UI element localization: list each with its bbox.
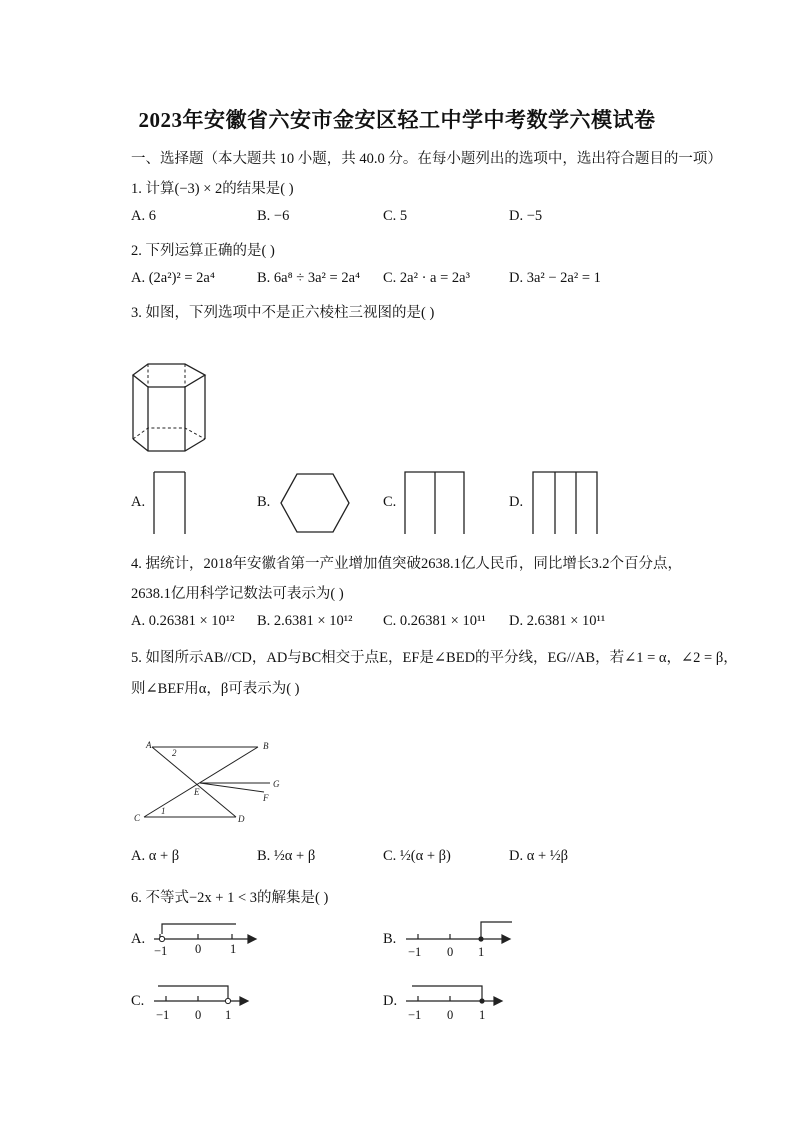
label-e: E <box>194 787 200 797</box>
tick-1: 1 <box>478 945 485 959</box>
q3-option-d-figure <box>530 470 602 536</box>
q4-option-d: D. 2.6381 × 10¹¹ <box>509 613 606 629</box>
parallel-lines-figure <box>130 735 300 830</box>
q6-option-d: D. <box>383 993 398 1009</box>
q6-option-c: C. <box>131 993 145 1009</box>
tick-neg1: −1 <box>156 1008 170 1022</box>
q6-option-a: A. <box>131 931 146 947</box>
tick-0: 0 <box>447 945 454 959</box>
q4-option-b: B. 2.6381 × 10¹² <box>257 613 353 629</box>
label-f: F <box>263 793 269 803</box>
q5-option-d: D. α + ½β <box>509 848 568 864</box>
q3-option-a-figure <box>150 470 190 536</box>
q1-option-a: A. 6 <box>131 208 156 224</box>
q3-option-a: A. <box>131 494 146 510</box>
q1-option-b: B. −6 <box>257 208 290 224</box>
question-3-stem: 3. 如图，下列选项中不是正六棱柱三视图的是( ) <box>131 305 435 321</box>
question-6-stem: 6. 不等式−2x + 1 < 3的解集是( ) <box>131 890 329 906</box>
q3-option-b-figure <box>277 470 353 536</box>
tick-0: 0 <box>195 1008 202 1022</box>
q1-option-c: C. 5 <box>383 208 408 224</box>
q3-option-c: C. <box>383 494 397 510</box>
question-2-stem: 2. 下列运算正确的是( ) <box>131 243 275 259</box>
q3-option-c-figure <box>402 470 468 536</box>
q6-option-d-numberline <box>402 980 512 1024</box>
hexagonal-prism-figure <box>128 360 218 460</box>
question-1-stem: 1. 计算(−3) × 2的结果是( ) <box>131 181 294 197</box>
q6-option-a-numberline <box>150 918 260 958</box>
tick-1: 1 <box>479 1008 486 1022</box>
question-4-stem: 4. 据统计，2018年安徽省第一产业增加值突破2638.1亿人民币，同比增长3.2个百分点， <box>131 556 682 572</box>
question-5-stem: 5. 如图所示AB//CD，AD与BC相交于点E，EF是∠BED的平分线，EG//AB，若∠1 = α，∠2 = β， <box>131 650 738 666</box>
tick-1: 1 <box>225 1008 232 1022</box>
question-5-stem-continued: 则∠BEF用α，β可表示为( ) <box>131 681 300 697</box>
q5-option-a: A. α + β <box>131 848 180 864</box>
label-b: B <box>263 741 269 751</box>
question-4-stem-continued: 2638.1亿用科学记数法可表示为( ) <box>131 586 344 602</box>
q5-option-c: C. ½(α + β) <box>383 848 451 864</box>
page-title: 2023年安徽省六安市金安区轻工中学中考数学六模试卷 <box>138 108 656 132</box>
q6-option-b-numberline <box>402 916 520 960</box>
tick-0: 0 <box>195 942 202 956</box>
tick-0: 0 <box>447 1008 454 1022</box>
tick-1: 1 <box>230 942 237 956</box>
q2-option-b: B. 6a⁸ ÷ 3a² = 2a⁴ <box>257 270 361 286</box>
q6-option-b: B. <box>383 931 397 947</box>
q2-option-c: C. 2a² · a = 2a³ <box>383 270 470 286</box>
q4-option-c: C. 0.26381 × 10¹¹ <box>383 613 486 629</box>
label-d: D <box>238 814 245 824</box>
label-c: C <box>134 813 141 823</box>
q1-option-d: D. −5 <box>509 208 543 224</box>
section-heading: 一、选择题（本大题共 10 小题，共 40.0 分。在每小题列出的选项中，选出符合题目的一项） <box>131 151 722 167</box>
label-angle-2: 2 <box>172 748 177 758</box>
q2-option-a: A. (2a²)² = 2a⁴ <box>131 270 215 286</box>
label-angle-1: 1 <box>161 806 166 816</box>
q5-option-b: B. ½α + β <box>257 848 316 864</box>
q6-option-c-numberline <box>150 980 260 1024</box>
q3-option-b: B. <box>257 494 271 510</box>
tick-neg1: −1 <box>154 944 168 958</box>
q3-option-d: D. <box>509 494 524 510</box>
q2-option-d: D. 3a² − 2a² = 1 <box>509 270 601 286</box>
tick-neg1: −1 <box>408 945 422 959</box>
label-g: G <box>273 779 280 789</box>
label-a: A <box>146 740 152 750</box>
tick-neg1: −1 <box>408 1008 422 1022</box>
q4-option-a: A. 0.26381 × 10¹² <box>131 613 235 629</box>
